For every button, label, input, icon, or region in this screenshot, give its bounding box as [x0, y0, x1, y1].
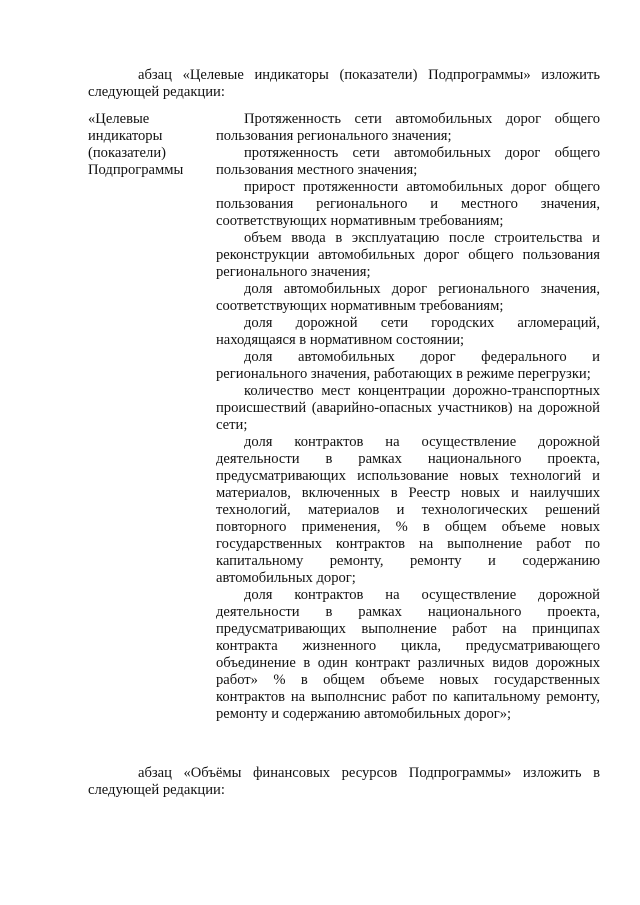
- indicator-item: доля автомобильных дорог федерального и регионального значения, работающих в режиме перегрузки;: [216, 349, 600, 382]
- indicator-item: Протяженность сети автомобильных дорог общего пользования регионального значения;: [216, 111, 600, 144]
- label-line: Подпрограммы: [88, 162, 184, 178]
- indicator-item: доля дорожной сети городских агломераций, находящаяся в нормативном состоянии;: [216, 315, 600, 348]
- intro-paragraph: абзац «Целевые индикаторы (показатели) Подпрограммы» изложить следующей редакции:: [88, 67, 600, 100]
- indicator-item: прирост протяженности автомобильных дорог общего пользования регионального и местного значения, соответствующих нормативным требованиям;: [216, 179, 600, 229]
- indicator-item: объем ввода в эксплуатацию после строительства и реконструкции автомобильных дорог общего пользования регионального значения;: [216, 230, 600, 280]
- indicator-list: [216, 111, 600, 723]
- label-line: (показатели): [88, 145, 166, 161]
- label-line: индикаторы: [88, 128, 163, 144]
- outro-paragraph: абзац «Объёмы финансовых ресурсов Подпрограммы» изложить в следующей редакции:: [88, 765, 600, 798]
- indicator-item: доля контрактов на осуществление дорожной деятельности в рамках национального проекта, предусматривающих использование новых технологий и материалов, включенных в Реестр новых и наилучших технологий, материалов и технологических решений повторного применения, % в общем объеме новых государственных контрактов на выполнение работ по капитальному ремонту, ремонту и содержанию автомобильных дорог;: [216, 434, 600, 586]
- indicator-item: количество мест концентрации дорожно-транспортных происшествий (аварийно-опасных участников) на дорожной сети;: [216, 383, 600, 433]
- table-label-cell: [88, 111, 208, 179]
- label-line: «Целевые: [88, 111, 150, 127]
- indicator-item: протяженность сети автомобильных дорог общего пользования местного значения;: [216, 145, 600, 178]
- indicator-item: доля контрактов на осуществление дорожной деятельности в рамках национального проекта, предусматривающих выполнение работ на принципах контракта жизненного цикла, предусматривающего объединение в один контракт различных видов дорожных работ» % в общем объеме новых государственных контрактов на выполнснис работ по капитальному ремонту, ремонту и содержанию автомобильных дорог»;: [216, 587, 600, 722]
- indicator-item: доля автомобильных дорог регионального значения, соответствующих нормативным требованиям;: [216, 281, 600, 314]
